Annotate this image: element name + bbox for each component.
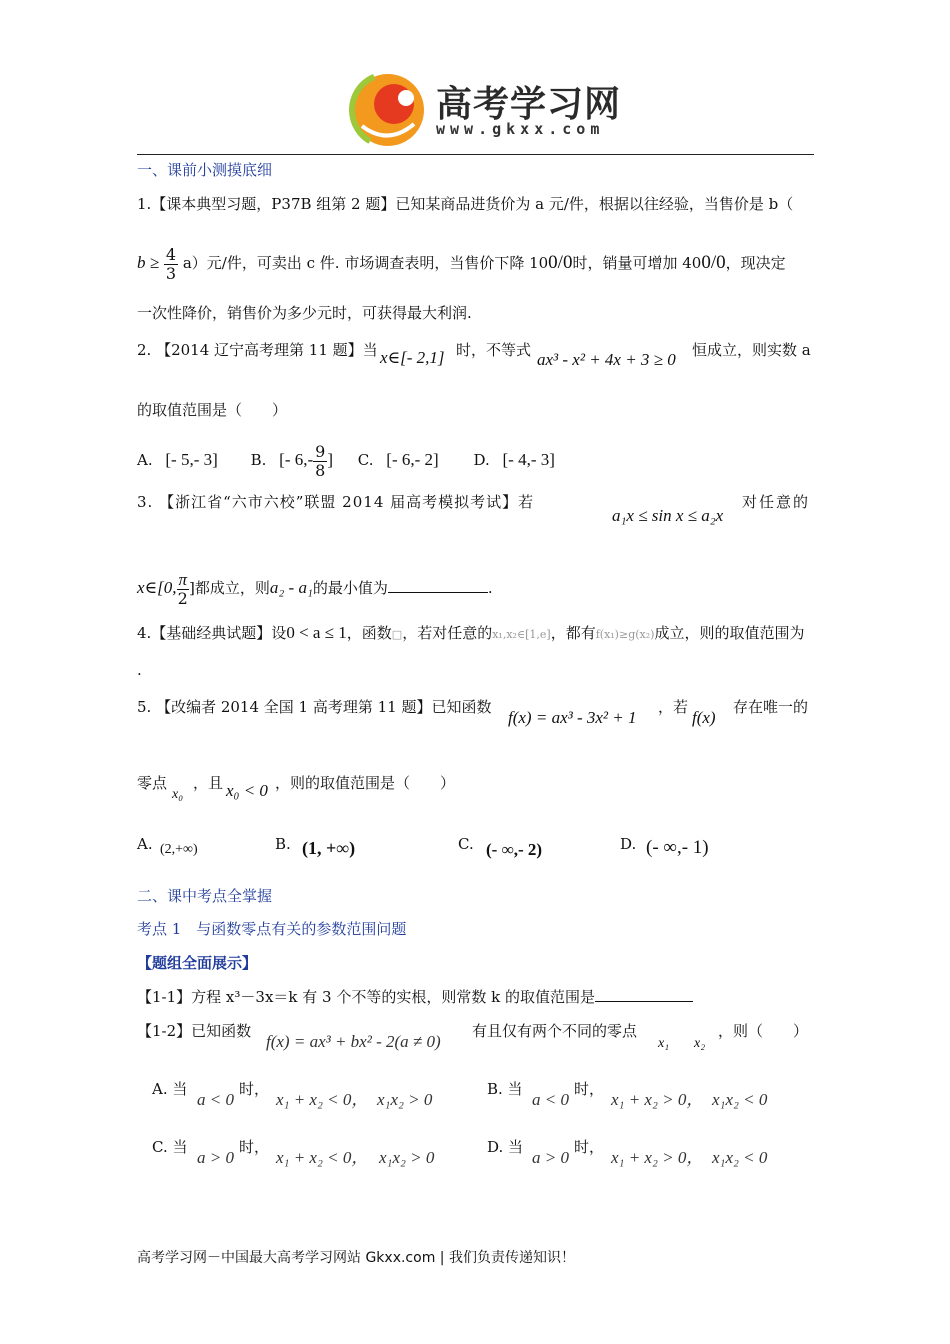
option-a-expr1: x₁ + x₂ < 0， (276, 1090, 369, 1109)
q5-fx: f(x) (692, 708, 716, 727)
section1-heading: 一、课前小测摸底细 (137, 161, 273, 179)
section2-heading: 二、课中考点全掌握 (137, 887, 273, 905)
q2-inequality: ax³ - x² + 4x + 3 ≥ 0 (537, 350, 676, 369)
q5-option-d: (- ∞,- 1) (646, 837, 709, 858)
p12-end: ，则（ ） (718, 1022, 809, 1040)
q2-set: x∈[- 2,1] (380, 348, 445, 367)
option-d-label: D. 当 (487, 1138, 524, 1156)
q1-line2-end: ，现决定 (725, 254, 786, 272)
q2-option-d: [- 4,- 3] (502, 450, 555, 469)
logo-url: www.gkxx.com (436, 120, 605, 138)
q5-option-a-label: A. (137, 835, 153, 853)
option-c-condition: a > 0 (197, 1148, 234, 1167)
option-c-time: 时， (239, 1138, 270, 1156)
group-heading: 【题组全面展示】 (137, 954, 258, 972)
header-divider (137, 154, 814, 155)
q5-option-b: (1, +∞) (302, 838, 356, 858)
q2-line1: 2. 【2014 辽宁高考理第 11 题】当 (137, 341, 378, 359)
q5-option-c-label: C. (458, 835, 474, 853)
q2-option-b: [- 6,- (279, 450, 314, 469)
q3-line2: x∈[0, $\frac{\pi}{2}$ ]都成立，则a₂ - a₁的最小值为 . (137, 569, 493, 608)
q5-condition: x₀ < 0 (226, 781, 268, 800)
logo-title: 高考学习网 (436, 84, 622, 125)
q4-line2: . (137, 661, 142, 679)
p11-answer-blank (595, 987, 693, 1002)
option-d-expr1: x₁ + x₂ > 0， (611, 1148, 704, 1167)
page-footer: 高考学习网－中国最大高考学习网站 Gkxx.com | 我们负责传递知识！ (137, 1250, 575, 1266)
option-b-label: B. 当 (487, 1080, 523, 1098)
q3-inequality: a₁x ≤ sin x ≤ a₂x (612, 506, 724, 525)
option-b-expr2: x₁x₂ < 0 (712, 1090, 768, 1109)
option-c-label: C. 当 (152, 1138, 188, 1156)
q3-end: 对任意的 (742, 493, 811, 511)
q5-mid: ，若 (658, 698, 689, 716)
q5-end: 存在唯一的 (733, 698, 809, 716)
q1-percent2: 0/0 (701, 252, 726, 273)
q1-fraction: $\frac{4}{3}$ (165, 244, 177, 283)
q3-line1: 3. 【浙江省“六市六校”联盟 2014 届高考模拟考试】若 (137, 493, 535, 511)
q1-line1: 1.【课本典型习题，P37B 组第 2 题】已知某商品进货价为 a 元/件，根据以往经验，当售价是 b（ (137, 195, 794, 213)
q2-mid: 时，不等式 (456, 341, 532, 359)
q2-end: 恒成立，则实数 a (692, 341, 811, 359)
p12-x2: x₂ (694, 1036, 706, 1051)
p12-x1: x₁ (658, 1036, 670, 1051)
q1-line2 (137, 243, 786, 283)
p12-pre: 【1-2】已知函数 (137, 1022, 252, 1040)
q5-x0: x₀ (172, 787, 184, 802)
q1-b-geq: b ≥ (137, 253, 160, 272)
option-c-expr1: x₁ + x₂ < 0， (276, 1148, 369, 1167)
q5-line2-mid: ，且 (193, 774, 224, 792)
q5-option-d-label: D. (620, 835, 637, 853)
option-b-time: 时， (574, 1080, 605, 1098)
q5-line1: 5. 【改编者 2014 全国 1 高考理第 11 题】已知函数 (137, 698, 492, 716)
q5-option-c: (- ∞,- 2) (486, 840, 543, 859)
option-a-expr2: x₁x₂ > 0 (377, 1090, 433, 1109)
option-b-expr1: x₁ + x₂ > 0， (611, 1090, 704, 1109)
logo-emblem-icon (348, 70, 434, 148)
q2-option-c: [- 6,- 2] (386, 450, 439, 469)
option-c-expr2: x₁x₂ > 0 (379, 1148, 435, 1167)
site-logo (348, 70, 638, 148)
option-d-condition: a > 0 (532, 1148, 569, 1167)
q5-line2-pre: 零点 (137, 774, 168, 792)
option-a-time: 时， (239, 1080, 270, 1098)
q1-line2-mid: a）元/件，可卖出 c 件. 市场调查表明，当售价下降 10 (182, 254, 549, 272)
q5-option-a: (2,+∞) (160, 842, 198, 857)
q5-option-b-label: B. (275, 835, 291, 853)
option-a-label: A. 当 (152, 1080, 188, 1098)
q5-line2-end: ，则的取值范围是（ ） (275, 774, 456, 792)
option-d-expr2: x₁x₂ < 0 (712, 1148, 768, 1167)
q1-percent1: 0/0 (548, 252, 573, 273)
p12-function: f(x) = ax³ + bx² - 2(a ≠ 0) (266, 1032, 441, 1051)
option-a-condition: a < 0 (197, 1090, 234, 1109)
q2-line2: 的取值范围是（ ） (137, 401, 288, 419)
point1-heading: 考点 1 与函数零点有关的参数范围问题 (137, 920, 407, 938)
q2-option-a: [- 5,- 3] (165, 450, 218, 469)
p12-mid: 有且仅有两个不同的零点 (472, 1022, 638, 1040)
option-d-time: 时， (574, 1138, 605, 1156)
q2-options: A. [- 5,- 3] B. [- 6,- $\frac{9}{8}$ ] C. [- 6,- 2] D. [- 4,- 3] (137, 441, 555, 480)
q1-line2-mid2: 时，销量可增加 40 (572, 254, 702, 272)
q1-line3: 一次性降价，销售价为多少元时，可获得最大利润. (137, 304, 472, 322)
q4-line1: 4.【基础经典试题】设0 < a ≤ 1，函数□，若对任意的x₁,x₂∈[1,e]，都有f(x₁)≥g(x₂)成立，则的取值范围为 (137, 623, 805, 642)
q3-answer-blank (388, 578, 488, 593)
q5-function: f(x) = ax³ - 3x² + 1 (508, 708, 637, 727)
problem-1-1: 【1-1】方程 x³－3x＝k 有 3 个不等的实根，则常数 k 的取值范围是 (137, 987, 693, 1007)
option-b-condition: a < 0 (532, 1090, 569, 1109)
